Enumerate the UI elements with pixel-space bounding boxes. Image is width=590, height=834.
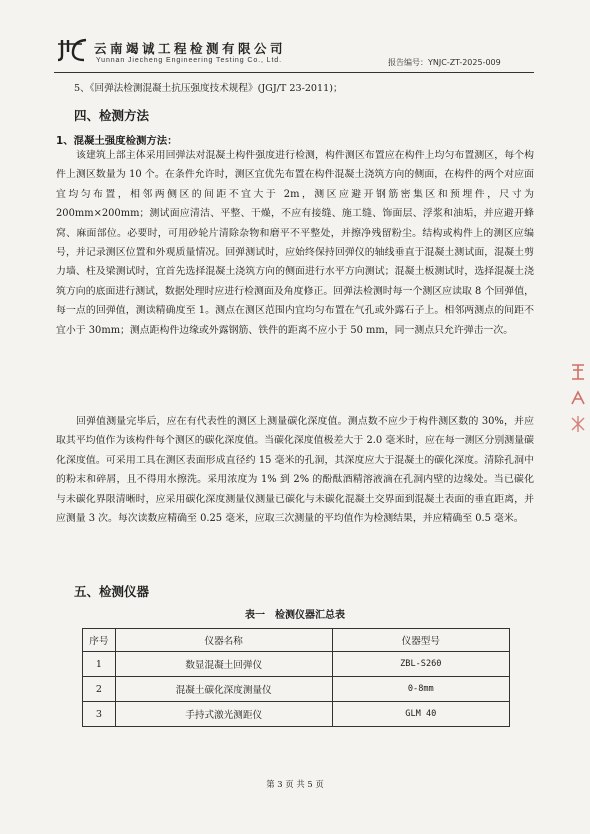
table-header-row xyxy=(83,629,510,652)
column-header-no: 序号 xyxy=(83,629,116,652)
table-row xyxy=(83,702,510,727)
header-divider xyxy=(54,72,534,73)
table-title: 表一 检测仪器汇总表 xyxy=(245,610,345,621)
subsection-title-concrete-strength: 1、混凝土强度检测方法： xyxy=(56,135,178,147)
cell-model: GLM 40 xyxy=(332,702,509,727)
company-name-cn: 云南竭诚工程检测有限公司 xyxy=(94,41,287,56)
cell-name: 混凝土碳化深度测量仪 xyxy=(115,677,332,702)
report-number: 报告编号：YNJC-ZT-2025-009 xyxy=(388,58,501,67)
seal-fragment-icon xyxy=(569,362,587,382)
column-header-name: 仪器名称 xyxy=(115,629,332,652)
page-number: 第 3 页 共 5 页 xyxy=(266,779,324,789)
cell-model: ZBL-S260 xyxy=(332,652,509,677)
table-row xyxy=(83,677,510,702)
cell-no: 2 xyxy=(83,677,116,702)
cell-name: 数显混凝土回弹仪 xyxy=(115,652,332,677)
paragraph-carbonation-depth: 回弹值测量完毕后，应在有代表性的测区上测量碳化深度值。测点数不应少于构件测区数的 30%，并应取其平均值作为该构件每个测区的碳化深度值。当碳化深度值极差大于 2.0 毫米时，应在每一测区分别测量碳化深度值。可采用工具在测区表面形成直径约 15 毫米的孔洞，其深度应大于混凝土的碳化深度。清除孔洞中的粉末和碎屑，且不得用水擦洗。采用浓度为 1% 到 2% 的酚酞酒精溶液滴在孔洞内壁的边缘处。当已碳化与未碳化界限清晰时，应采用碳化深度测量仪测量已碳化与未碳化混凝土交界面到混凝土表面的垂直距离，并应测量 3 次。每次读数应精确至 0.25 毫米，应取三次测量的平均值作为检测结果，并应精确至 0.5 毫米。 xyxy=(56,416,534,525)
paragraph-rebound-method: 该建筑上部主体采用回弹法对混凝土构件强度进行检测，构件测区布置应在构件上均匀布置测区，每个构件上测区数量为 10 个。在条件允许时，测区宜优先布置在构件混凝土浇筑方向的侧面，在构件的两个对应面宜均匀布置，相邻两侧区的间距不宜大于 2m，测区应避开钢筋密集区和预埋件，尺寸为 200mm×200mm；测试面应清洁、平整、干燥，不应有接缝、施工缝、饰面层、浮浆和油垢，并应避开蜂窝、麻面部位。必要时，可用砂轮片清除杂物和磨平不平整处，并擦净残留粉尘。结构或构件上的测区应编号，并记录测区位置和外观质量情况。回弹测试时，应始终保持回弹仪的轴线垂直于混凝土测试面，混凝土剪力墙、柱及梁测试时，宜首先选择混凝土浇筑方向的侧面进行水平方向测试；混凝土板测试时，选择混凝土浇筑方向的底面进行测试，数据处理时应进行检测面及角度修正。回弹法检测时每一个测区应读取 8 个回弹值，每一点的回弹值，测读精确度至 1。测点在测区范围内宜均匀布置在气孔或外露石子上。相邻两测点的间距不宜小于 30mm；测点距构件边缘或外露钢筋、铁件的距离不应小于 50 mm，同一测点只允许弹击一次。 xyxy=(56,150,534,336)
cell-model: 0-8mm xyxy=(332,677,509,702)
section-title-testing-method: 四、检测方法 xyxy=(74,108,150,123)
company-name-en: Yunnan Jiecheng Engineering Testing Co., Ltd. xyxy=(96,57,282,64)
column-header-model: 仪器型号 xyxy=(332,629,509,652)
table-row xyxy=(83,652,510,677)
instrument-table xyxy=(82,628,510,727)
cell-no: 1 xyxy=(83,652,116,677)
seal-fragment-icon xyxy=(569,414,587,434)
cell-no: 3 xyxy=(83,702,116,727)
cell-name: 手持式激光测距仪 xyxy=(115,702,332,727)
section-title-testing-instruments: 五、检测仪器 xyxy=(74,584,150,599)
seal-fragment-icon xyxy=(569,388,587,408)
reference-item-5: 5、《回弹法检测混凝土抗压强度技术规程》(JGJ/T 23-2011)； xyxy=(74,83,343,94)
company-logo-icon xyxy=(56,37,88,63)
